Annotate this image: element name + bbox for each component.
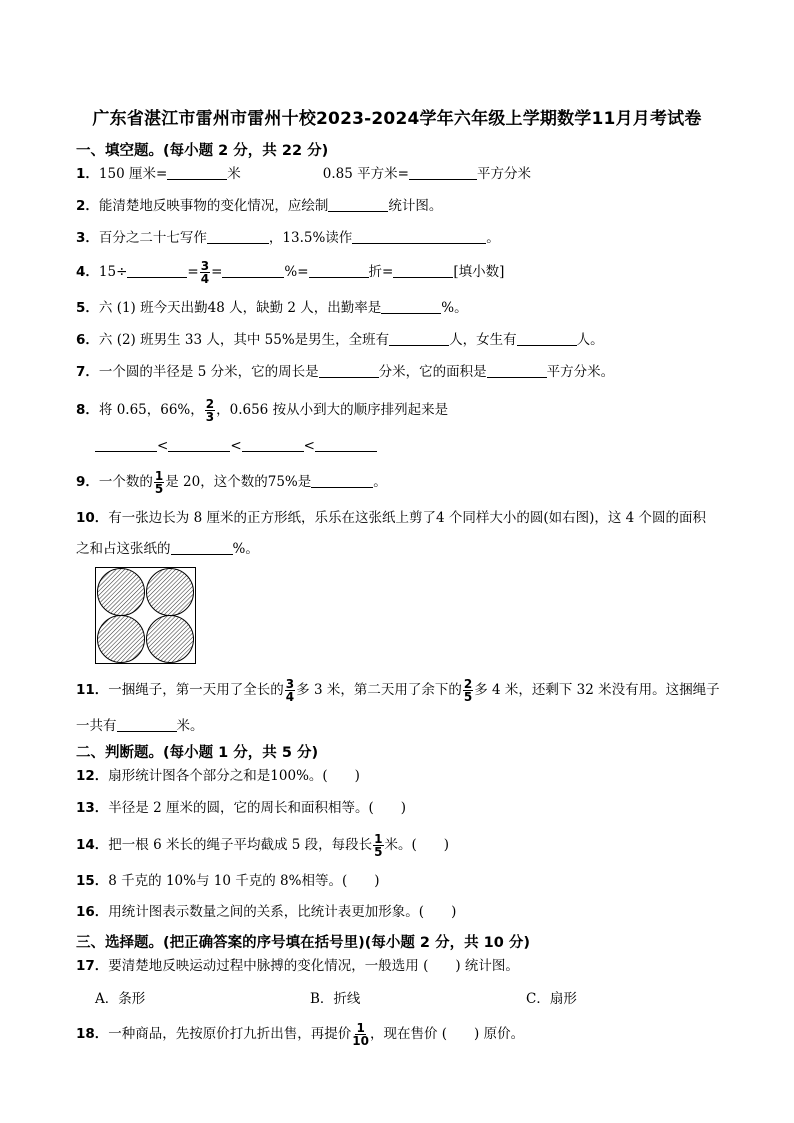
question-18: 18．一种商品，先按原价打九折出售，再提价 $\frac{1}{10}$ ，现在售价 ( ) 原价。 xyxy=(76,1021,525,1048)
answer-blank[interactable] xyxy=(517,331,577,346)
question-10-continued: 之和占这张纸的 %。 xyxy=(76,541,259,557)
answer-blank[interactable] xyxy=(328,197,388,212)
question-13: 13．半径是 2 厘米的圆，它的周长和面积相等。( ) xyxy=(76,800,407,816)
question-4: 4．15÷ = $\frac{3}{4}$ = %= 折= [填小数] xyxy=(76,259,505,286)
option-b[interactable]: B．折线 xyxy=(310,991,361,1007)
question-17: 17．要清楚地反映运动过程中脉搏的变化情况，一般选用 ( ) 统计图。 xyxy=(76,958,519,974)
section-fill-blank-heading: 一、填空题。(每小题 2 分，共 22 分) xyxy=(76,143,329,159)
option-a[interactable]: A．条形 xyxy=(95,991,146,1007)
question-11: 11．一捆绳子，第一天用了全长的 $\frac{3}{4}$ 多 3 米，第二天用了余下的 $\frac{2}{5}$ 多 4 米，还剩下 32 米没有用。这捆绳子 xyxy=(76,677,720,704)
answer-blank[interactable] xyxy=(409,165,477,180)
answer-blank[interactable] xyxy=(319,363,379,378)
answer-blank[interactable] xyxy=(487,363,547,378)
answer-blank[interactable] xyxy=(309,263,369,278)
answer-blank[interactable] xyxy=(311,473,373,488)
circle-top-left xyxy=(98,569,145,616)
answer-blank[interactable] xyxy=(393,263,453,278)
question-11-continued: 一共有 米。 xyxy=(76,718,204,734)
question-7: 7．一个圆的半径是 5 分米，它的周长是 分米，它的面积是 平方分米。 xyxy=(76,364,615,380)
answer-blank[interactable] xyxy=(171,540,233,555)
answer-blank[interactable] xyxy=(167,165,227,180)
answer-blank[interactable] xyxy=(168,437,230,452)
question-2: 2．能清楚地反映事物的变化情况，应绘制 统计图。 xyxy=(76,198,443,214)
section-true-false-heading: 二、判断题。(每小题 1 分，共 5 分) xyxy=(76,745,319,761)
fraction: $\frac{1}{5}$ xyxy=(154,469,164,496)
circle-bottom-left xyxy=(98,616,145,663)
question-8: 8．将 0.65，66%， $\frac{2}{3}$ ，0.656 按从小到大的顺序排列起来是 xyxy=(76,397,449,424)
question-8-ordering-line: < < < xyxy=(95,435,377,457)
answer-blank[interactable] xyxy=(95,437,157,452)
question-12: 12．扇形统计图各个部分之和是100%。( ) xyxy=(76,768,360,784)
answer-blank[interactable] xyxy=(389,331,449,346)
exam-title: 广东省湛江市雷州市雷州十校2023-2024学年六年级上学期数学11月月考试卷 xyxy=(92,109,702,129)
circle-top-right xyxy=(147,569,194,616)
answer-blank[interactable] xyxy=(127,263,187,278)
fraction: $\frac{1}{5}$ xyxy=(374,832,383,859)
question-1: 1．150 厘米= 米 0.85 平方米= 平方分米 xyxy=(76,166,531,182)
fraction: $\frac{2}{5}$ xyxy=(463,677,473,704)
section-multiple-choice-heading: 三、选择题。(把正确答案的序号填在括号里)(每小题 2 分，共 10 分) xyxy=(76,935,530,951)
question-16: 16．用统计图表示数量之间的关系，比统计表更加形象。( ) xyxy=(76,904,457,920)
answer-blank[interactable] xyxy=(381,299,441,314)
fraction: $\frac{1}{10}$ xyxy=(352,1021,369,1048)
question-6: 6．六 (2) 班男生 33 人，其中 55%是男生，全班有 人，女生有 人。 xyxy=(76,332,604,348)
question-5: 5．六 (1) 班今天出勤48 人，缺勤 2 人，出勤率是 %。 xyxy=(76,300,468,316)
question-9: 9．一个数的 $\frac{1}{5}$ 是 20，这个数的75%是 。 xyxy=(76,469,387,496)
question-14: 14．把一根 6 米长的绳子平均截成 5 段，每段长 $\frac{1}{5}$ 米。( ) xyxy=(76,832,450,859)
answer-blank[interactable] xyxy=(207,229,269,244)
circles-diagram xyxy=(96,568,195,663)
four-circles-figure xyxy=(95,567,196,664)
answer-blank[interactable] xyxy=(117,717,177,732)
question-10: 10．有一张边长为 8 厘米的正方形纸，乐乐在这张纸上剪了4 个同样大小的圆(如右图)，这 4 个圆的面积 xyxy=(76,510,707,526)
option-c[interactable]: C．扇形 xyxy=(526,991,577,1007)
question-3: 3．百分之二十七写作 ，13.5%读作 。 xyxy=(76,230,500,246)
fraction: $\frac{3}{4}$ xyxy=(200,259,210,286)
answer-blank[interactable] xyxy=(222,263,284,278)
answer-blank[interactable] xyxy=(352,229,486,244)
circle-bottom-right xyxy=(147,616,194,663)
fraction: $\frac{3}{4}$ xyxy=(285,677,295,704)
answer-blank[interactable] xyxy=(315,437,377,452)
answer-blank[interactable] xyxy=(242,437,304,452)
fraction: $\frac{2}{3}$ xyxy=(205,397,215,424)
question-15: 15．8 千克的 10%与 10 千克的 8%相等。( ) xyxy=(76,873,380,889)
